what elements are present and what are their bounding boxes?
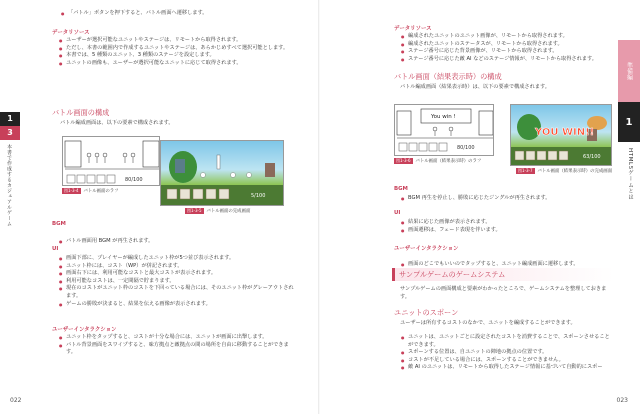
chapter-title-vertical: 本書で作成するカジュアルゲーム [6,144,12,227]
fig1-tag: 図1-3-4 [64,188,79,193]
chapter-title-vertical-right: HTML5ゲームとは [627,148,633,201]
ui-heading-right: UI [394,210,401,216]
list-item: ● 敵 AI のユニットは、リモートから取得したステージ情報に基づいて自動的にスポー [400,364,614,372]
chapter-number-right: 1 [618,102,640,142]
list-item: ● 現在のコストがユニット枠のコストを下回っている場合には、そのユニット枠がグレーアウトされます。 [58,285,298,300]
ui-interaction-list-left [58,334,298,357]
result-screen-score: 63/100 [583,154,601,160]
ui-interaction-heading-right: ユーザーインタラクション [394,246,459,252]
fig3-label: バトル画面（結果表示時）のラフ [415,159,482,164]
battle-desc: バトル編成画面は、以下の要素で構成されます。 [60,120,174,126]
fig2-tag: 図1-3-5 [187,208,202,213]
result-rough-figure [394,104,494,156]
spawn-desc: ユーザーは所有するコストのなかで、ユニットを編成することができます。 [400,320,576,326]
list-item: ● コストが不足している場合には、スポーンすることができません。 [400,357,614,365]
result-scene [511,105,612,166]
intro-bullet: ● 「バトル」ボタンを押下すると、バトル画面へ遷移します。 [60,10,300,18]
bgm-item-right: ● BGM 再生を停止し、勝敗に応じたジングルが再生されます。 [400,195,614,203]
section-number: 3 [0,126,20,140]
list-item: ● バトル背景画面をスワイプすると、味方拠点と敵拠点の間の場所を自由に移動することができます。 [58,342,298,357]
chapter-tab-right [618,40,640,200]
list-item: ● ユニットは、ユニットごとに設定されたコストを消費することで、スポーンさせることができます。 [400,334,614,349]
ui-list-right [400,219,614,234]
list-item: ● 画面右下には、利用可能なコストと最大コストが表示されます。 [58,270,298,278]
list-item: ● 画面下部に、プレイヤーが編成したユニット枠が5つ並び表示されます。 [58,255,298,263]
list-item: ● 結果に応じた画像が表示されます。 [400,219,614,227]
bgm-heading-right: BGM [394,186,408,192]
battle-screen-figure [160,140,284,206]
battle-heading: バトル画面の構成 [52,108,110,117]
sketch-score: 80/100 [125,177,143,183]
list-item: ● ユニット枠をタップすると、コストが十分な場合には、ユニットが画面に出撃します。 [58,334,298,342]
list-item: ● ユニット枠には、コスト（WP）が併記されます。 [58,263,298,271]
result-sketch-score: 80/100 [457,145,475,151]
system-heading: サンプルゲームのゲームシステム [392,268,614,281]
data-list-left [58,37,298,67]
fig1-caption [62,188,119,194]
fig3-tag: 図1-3-6 [396,158,411,163]
list-item: ● 編成されたユニットのステータスが、リモートから取得されます。 [400,41,614,49]
page-number-left: 022 [10,397,22,404]
result-sketch-banner: You win ! [431,114,456,120]
list-item: ● ユーザーが選択可能なユニットやステージは、リモートから取得されます。 [58,37,298,45]
spawn-list [400,334,614,372]
bgm-item-left: ● バトル画面用 BGM が再生されます。 [58,238,298,246]
list-item: ● スポーンする位置は、自ユニットの陣地の拠点の位置です。 [400,349,614,357]
part-label: 準備編 [618,40,640,102]
fig2-caption [185,208,250,214]
fig2-label: バトル画面の完成画面 [206,209,251,214]
ui-heading-left: UI [52,246,59,252]
fig1-label: バトル画面のラフ [83,189,119,194]
list-item: ● 画面遷移は、フェード表現を伴います。 [400,227,614,235]
data-heading-right: データリソース [394,26,432,32]
fig4-tag: 図1-3-7 [518,168,533,173]
list-item: ● 本書では、5 種類のユニット、3 種類のステージを設定します。 [58,52,298,60]
data-heading-left: データリソース [52,30,90,36]
game-scene [161,141,284,206]
fig3-caption [394,158,481,164]
ui-interaction-item-right: ● 画面のどこでもいいのでタップすると、ユニット編成画面に遷移します。 [400,261,614,269]
fig4-label: バトル画面（結果表示時）の完成画面 [537,169,613,174]
spawn-heading: ユニットのスポーン [394,308,459,317]
fig4-caption [516,168,612,174]
battle-rough-figure [62,136,160,186]
result-heading: バトル画面（結果表示時）の構成 [394,72,502,81]
result-screen-banner: YOU WIN!! [535,127,595,138]
list-item: ● ユニットの画像も、ユーザーが選択可能なユニットに応じて取得されます。 [58,60,298,68]
ui-interaction-heading-left: ユーザーインタラクション [52,327,117,333]
right-page [320,0,640,414]
chapter-number: 1 [0,112,20,126]
bgm-heading-left: BGM [52,221,66,227]
result-desc: バトル編成画面（結果表示時）は、以下の要素で構成されます。 [400,84,550,90]
chapter-tab-left [0,112,20,227]
list-item: ● ステージ番号に応じた背景画像が、リモートから取得されます。 [400,48,614,56]
system-desc: サンプルゲームの画面構成と要素がわかったところで、ゲームシステムを整理しておきます。 [400,286,607,300]
list-item: ● 利用可能なコストは、一定間隔で貯まります。 [58,278,298,286]
list-item: ● ステージ番号に応じた敵 AI などのステージ情報が、リモートから取得されます。 [400,56,614,64]
ui-list-left [58,255,298,308]
list-item: ● ただし、本書の範囲内で作成するユニットやステージは、あらかじめすべて選択可能とします。 [58,45,298,53]
page-number-right: 023 [616,397,628,404]
data-list-right [400,33,614,63]
list-item: ● 編成されたユニットのユニット画像が、リモートから取得されます。 [400,33,614,41]
list-item: ● ゲームの勝敗が決まると、結果を伝える画像が表示されます。 [58,301,298,309]
result-sketch [395,105,494,156]
result-screen-figure [510,104,612,166]
sketch-illustration [63,137,160,186]
screen-score: 5/100 [251,193,266,199]
